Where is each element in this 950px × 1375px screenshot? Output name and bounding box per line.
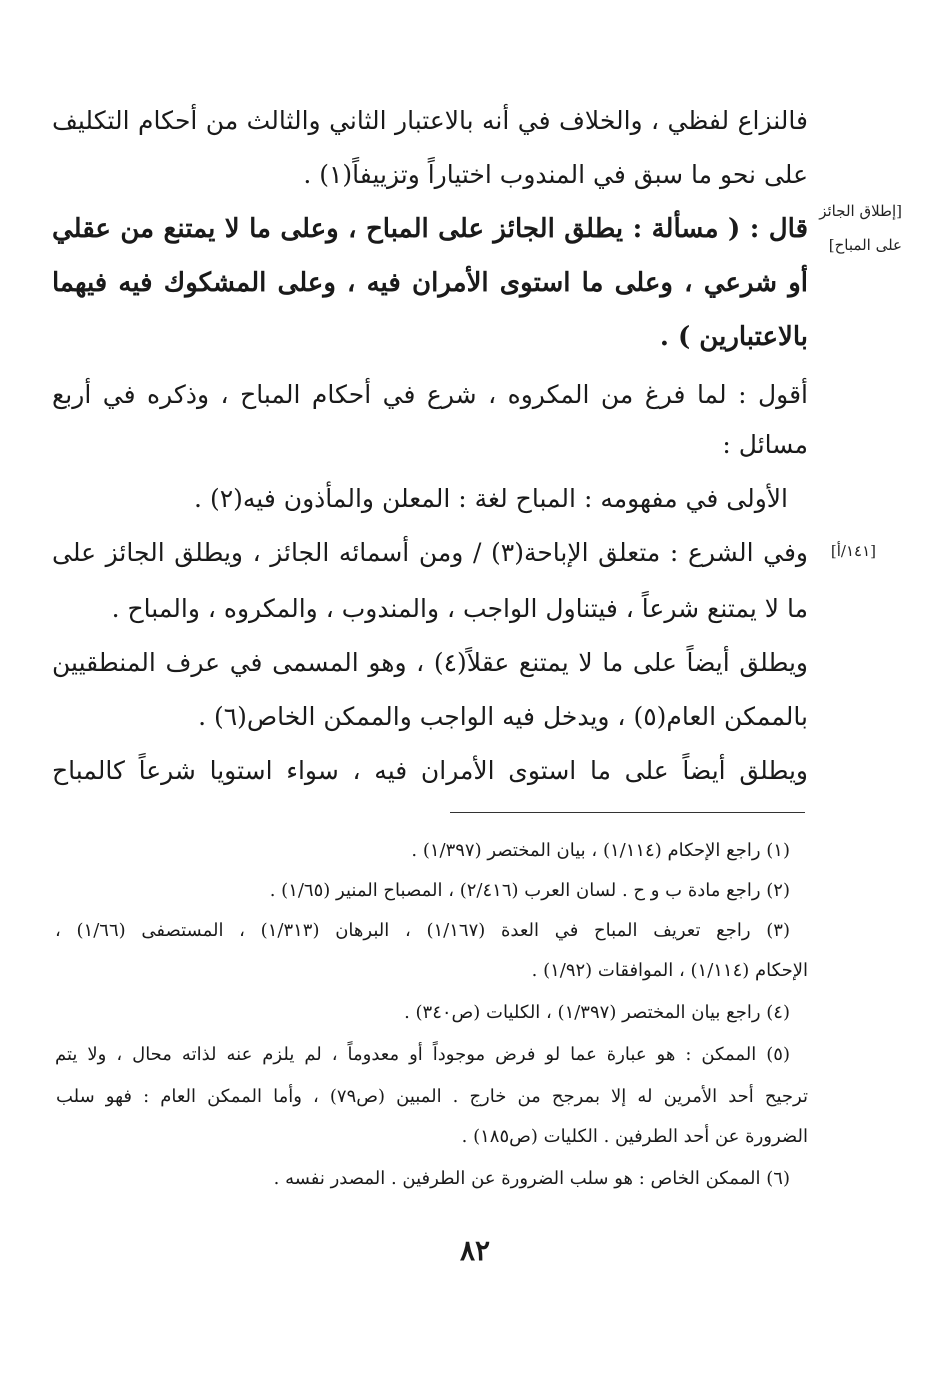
footnote: (٣) راجع تعريف المباح في العدة (١/١٦٧) ، البرهان (١/٣١٣) ، المستصفى (١/٦٦) ، [55,920,790,941]
footnote-continuation: الضرورة عن أحد الطرفين . الكليات (ص١٨٥) . [461,1126,808,1147]
body-line-bold: بالاعتبارين ) . [659,322,808,352]
body-line-bold: قال : ( مسألة : يطلق الجائز على المباح ، وعلى ما لا يمتنع من عقلي [52,214,808,244]
margin-note-topic-line1: [إطلاق الجائز [819,202,902,220]
body-line: فالنزاع لفظي ، والخلاف في أنه بالاعتبار الثاني والثالث من أحكام التكليف [52,106,808,135]
body-line-bold: أو شرعي ، وعلى ما استوى الأمران فيه ، وعلى المشكوك فيه فيهما [52,268,808,298]
footnote-continuation: الإحكام (١/١١٤) ، الموافقات (١/٩٢) . [531,960,808,981]
body-line: ويطلق أيضاً على ما استوى الأمران فيه ، سواء استويا شرعاً كالمباح [52,756,808,785]
body-line: ما لا يمتنع شرعاً ، فيتناول الواجب ، والمندوب ، والمكروه ، والمباح . [111,594,808,623]
body-line: بالممكن العام(٥) ، ويدخل فيه الواجب والممكن الخاص(٦) . [198,702,808,731]
footnote: (٦) الممكن الخاص : هو سلب الضرورة عن الطرفين . المصدر نفسه . [273,1168,790,1189]
margin-note-topic-line2: على المباح] [828,236,902,254]
footnote: (٥) الممكن : هو عبارة عما لو فرض موجوداً أو معدوماً ، لم يلزم عنه لذاته محال ، ولا يتم [55,1044,790,1065]
footnote-continuation: ترجيح أحد الأمرين له إلا بمرجح من خارج . المبين (ص٧٩) ، وأما الممكن العام : فهو سلب [56,1086,808,1107]
body-line: وفي الشرع : متعلق الإباحة(٣) / ومن أسمائه الجائز ، ويطلق الجائز على [52,538,808,567]
body-line: مسائل : [722,430,808,459]
footnote: (٢) راجع مادة ب و ح . لسان العرب (٢/٤١٦) ، المصباح المنير (١/٦٥) . [269,880,790,901]
footnote-separator [450,812,805,813]
margin-note-folio: [١٤١/أ] [830,542,876,560]
body-line: الأولى في مفهومه : المباح لغة : المعلن والمأذون فيه(٢) . [194,484,788,513]
body-line: أقول : لما فرغ من المكروه ، شرع في أحكام المباح ، وذكره في أربع [52,380,808,409]
footnote: (٤) راجع بيان المختصر (١/٣٩٧) ، الكليات (ص٣٤٠) . [404,1002,790,1023]
footnote: (١) راجع الإحكام (١/١١٤) ، بيان المختصر (١/٣٩٧) . [411,840,790,861]
margin-note-topic [812,200,902,256]
body-line: على نحو ما سبق في المندوب اختياراً وتزييفاً(١) . [303,160,808,189]
page-number: ٨٢ [459,1234,491,1267]
body-line: ويطلق أيضاً على ما لا يمتنع عقلاً(٤) ، وهو المسمى في عرف المنطقيين [52,648,808,677]
